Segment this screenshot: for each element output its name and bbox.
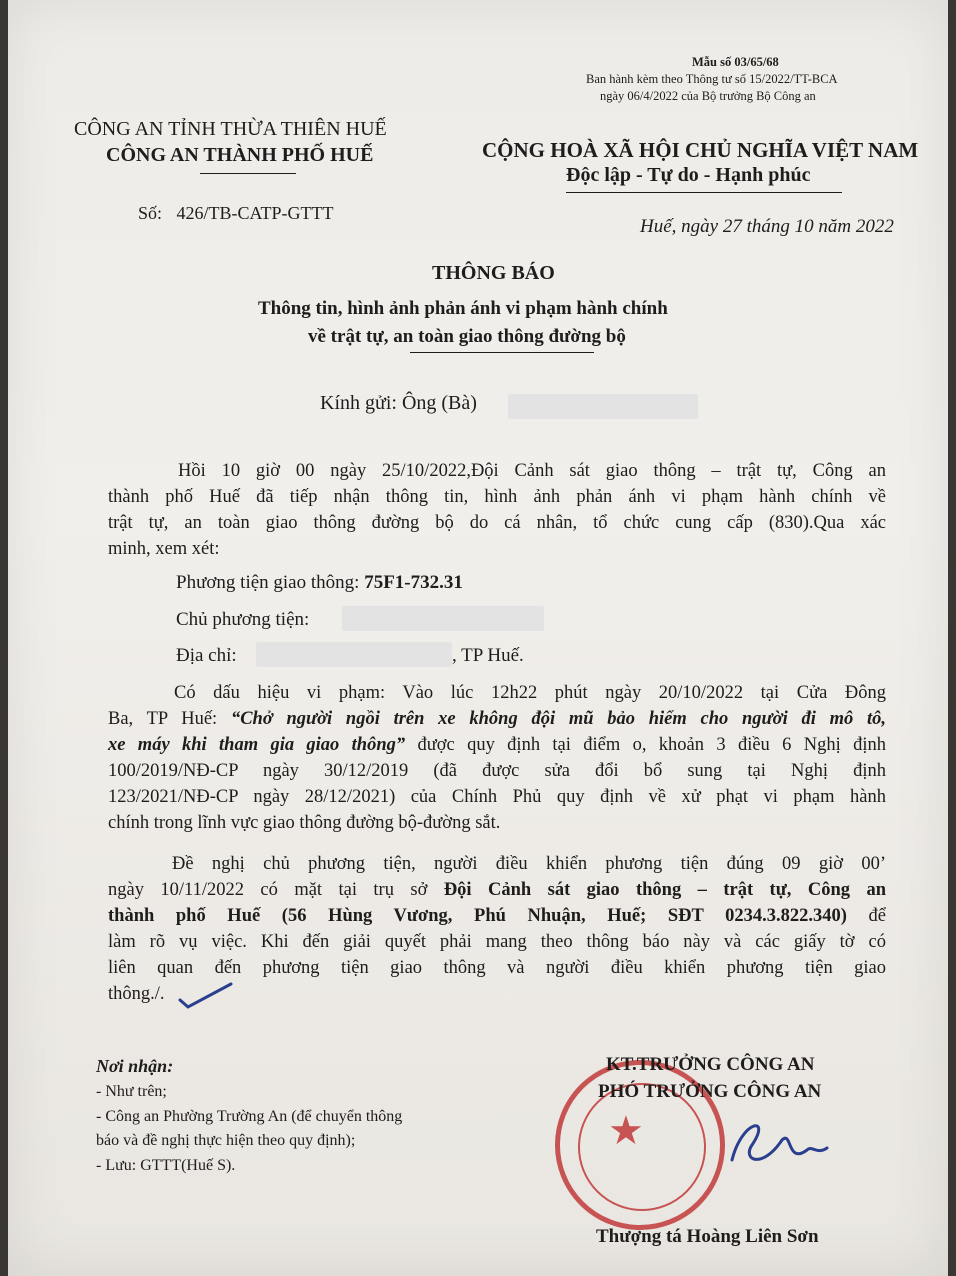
ref-label: Số: [138, 203, 163, 223]
form-number: Mẫu số 03/65/68 [692, 55, 779, 69]
para1-line1: Hồi 10 giờ 00 ngày 25/10/2022,Đội Cảnh sát giao thông – trật tự, Công an [178, 461, 886, 481]
agency-name: CÔNG AN THÀNH PHỐ HUẾ [106, 144, 374, 166]
para3-line3b: để [846, 906, 886, 926]
para2-line2 [108, 706, 886, 732]
redacted-address [256, 642, 452, 667]
para3-line5: liên quan đến phương tiện giao thông và người điều khiển phương tiện giao [108, 958, 886, 978]
signer-name: Thượng tá Hoàng Liên Sơn [596, 1226, 819, 1247]
recipient-item-2b: báo và đề nghị thực hiện theo quy định); [96, 1132, 356, 1149]
form-issued-line2: ngày 06/4/2022 của Bộ trưởng Bộ Công an [600, 89, 816, 103]
para2-line4: 100/2019/NĐ-CP ngày 30/12/2019 (đã được sửa đổi bổ sung tại Nghị định [108, 761, 886, 781]
recipient-item-2a: - Công an Phường Trường An (để chuyển thông [96, 1108, 403, 1125]
redacted-owner [342, 606, 544, 631]
para2-line2a: Ba, TP Huế: [108, 709, 231, 729]
ink-check-mark [176, 980, 236, 1010]
para1-line4: minh, xem xét: [108, 539, 220, 559]
ref-number [138, 203, 334, 224]
para3-line1: Đề nghị chủ phương tiện, người điều khiển phương tiện đúng 09 giờ 00’ [172, 854, 886, 874]
para2-line3 [108, 732, 886, 758]
handwritten-signature [712, 1110, 832, 1180]
vehicle-row [176, 572, 463, 594]
paragraph-receipt [108, 458, 886, 562]
redacted-recipient-name [508, 394, 698, 419]
doc-subtitle-2: về trật tự, an toàn giao thông đường bộ [308, 326, 626, 347]
para1-line2: thành phố Huế đã tiếp nhận thông tin, hình ảnh phản ánh vi phạm hành chính về [108, 487, 886, 507]
recipient-item-1: - Như trên; [96, 1083, 167, 1100]
paragraph-violation [108, 680, 886, 836]
para3-line2a: ngày 10/11/2022 có mặt tại trụ sở [108, 880, 444, 900]
para2-line5: 123/2021/NĐ-CP ngày 28/12/2021) của Chính Phủ quy định về xử phạt vi phạm hành [108, 787, 886, 807]
agency-name-underline [200, 173, 296, 174]
national-motto: Độc lập - Tự do - Hạnh phúc [566, 164, 811, 186]
violation-text-1: “Chở người ngồi trên xe không đội mũ bảo hiểm cho người đi mô tô, [230, 709, 886, 729]
address-suffix: , TP Huế. [452, 645, 524, 666]
violation-text-2: xe máy khi tham gia giao thông” [108, 735, 406, 755]
vehicle-plate: 75F1-732.31 [364, 572, 463, 593]
traffic-police-unit: Đội Cảnh sát giao thông – trật tự, Công an [443, 880, 886, 900]
para2-line6: chính trong lĩnh vực giao thông đường bộ-đường sắt. [108, 813, 501, 833]
ref-value: 426/TB-CATP-GTTT [176, 203, 334, 223]
stamp-star-icon: ★ [608, 1108, 644, 1153]
vehicle-label: Phương tiện giao thông: [176, 572, 360, 593]
recipient-item-3: - Lưu: GTTT(Huế S). [96, 1157, 236, 1174]
doc-subtitle-1: Thông tin, hình ảnh phản ánh vi phạm hành chính [258, 298, 668, 319]
form-issued-line1: Ban hành kèm theo Thông tư số 15/2022/TT-BCA [586, 72, 838, 86]
para3-line4: làm rõ vụ việc. Khi đến giải quyết phải mang theo thông báo này và các giấy tờ có [108, 932, 886, 952]
agency-parent: CÔNG AN TỈNH THỪA THIÊN HUẾ [74, 118, 387, 140]
para2-line3b: được quy định tại điểm o, khoản 3 điều 6 Nghị định [405, 735, 886, 755]
national-title: CỘNG HOÀ XÃ HỘI CHỦ NGHĨA VIỆT NAM [482, 138, 919, 162]
date-line: Huế, ngày 27 tháng 10 năm 2022 [640, 216, 894, 237]
address-label: Địa chỉ: [176, 645, 237, 666]
unit-address: thành phố Huế (56 Hùng Vương, Phú Nhuận, Huế; SĐT 0234.3.822.340) [108, 906, 847, 926]
recipient-label: Kính gửi: Ông (Bà) [320, 392, 477, 414]
recipients-heading: Nơi nhận: [96, 1056, 174, 1076]
motto-underline [566, 192, 842, 193]
para1-line3: trật tự, an toàn giao thông đường bộ do cá nhân, tổ chức cung cấp (830).Qua xác [108, 513, 886, 533]
para3-line6: thông./. [108, 984, 165, 1004]
owner-label: Chủ phương tiện: [176, 609, 310, 630]
signature-title-1: KT.TRƯỞNG CÔNG AN [606, 1054, 815, 1075]
signature-title-2: PHÓ TRƯỞNG CÔNG AN [598, 1081, 822, 1102]
subtitle-underline [410, 352, 594, 353]
para3-line3 [108, 903, 886, 929]
doc-title: THÔNG BÁO [432, 262, 555, 284]
para2-line1: Có dấu hiệu vi phạm: Vào lúc 12h22 phút ngày 20/10/2022 tại Cửa Đông [174, 683, 886, 703]
para3-line2 [108, 877, 886, 903]
